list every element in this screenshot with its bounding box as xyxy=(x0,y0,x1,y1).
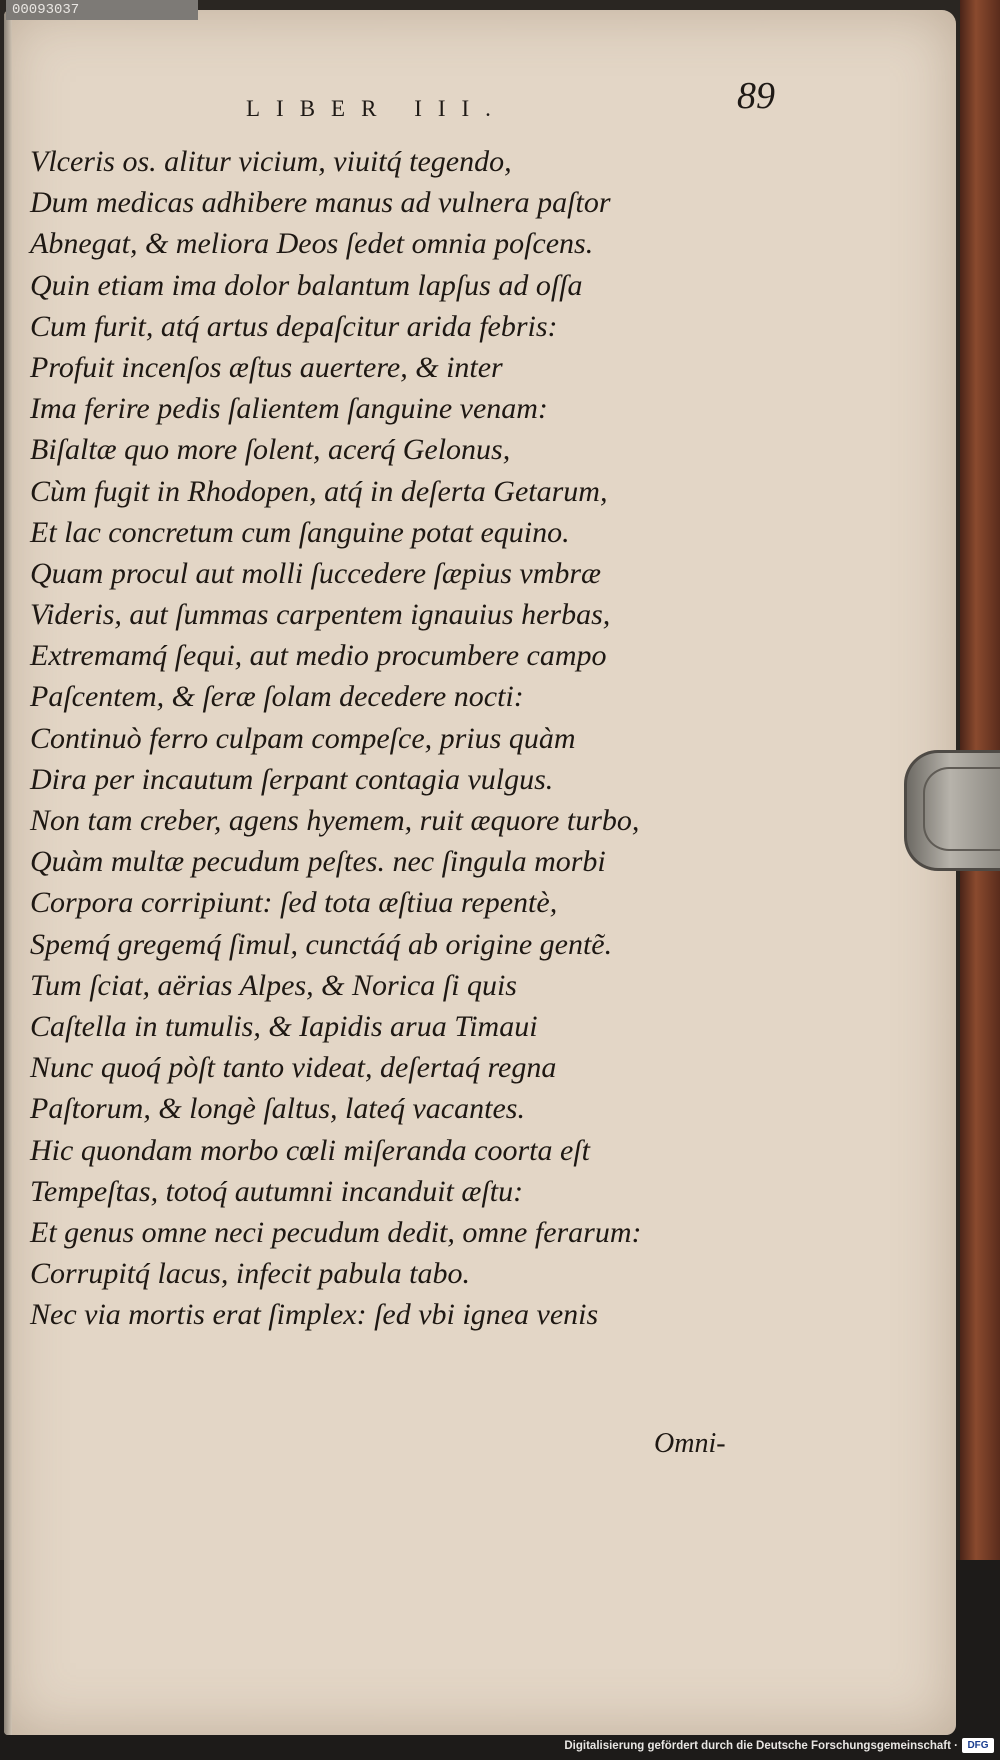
clasp-detail xyxy=(923,767,1000,851)
verse-line: Dira per incautum ſerpant contagia vulgus. xyxy=(30,762,554,796)
verse-line: Hic quondam morbo cœli miſeranda coorta eſt xyxy=(30,1133,590,1167)
verse-line: Cum furit, atq́ artus depaſcitur arida febris: xyxy=(30,309,558,343)
verse-line: Tempeſtas, totoq́ autumni incanduit æſtu: xyxy=(30,1174,524,1208)
verse-line: Et lac concretum cum ſanguine potat equino. xyxy=(30,515,570,549)
verse-line: Abnegat, & meliora Deos ſedet omnia poſcens. xyxy=(30,227,594,261)
verse-line: Paſtorum, & longè ſaltus, lateq́ vacantes. xyxy=(30,1092,525,1126)
verse-line: Nec via mortis erat ſimplex: ſed vbi ignea venis xyxy=(30,1298,599,1332)
book-clasp xyxy=(904,750,1000,871)
verse-line: Quàm multæ pecudum peſtes. nec ſingula morbi xyxy=(30,845,606,879)
dfg-logo: DFG xyxy=(962,1738,994,1753)
verse-line: Quin etiam ima dolor balantum lapſus ad oſſa xyxy=(30,268,583,302)
shelfmark-label: 00093037 xyxy=(6,0,198,20)
verse-line: Corpora corripiunt: ſed tota æſtiua repentè, xyxy=(30,886,558,920)
running-head: LIBER III. xyxy=(246,96,507,121)
verse-line: Caſtella in tumulis, & Iapidis arua Timaui xyxy=(30,1009,538,1043)
verse-line: Profuit incenſos æſtus auertere, & inter xyxy=(30,350,503,384)
verse-line: Nunc quoq́ pòſt tanto videat, deſertaq́ regna xyxy=(30,1051,557,1085)
verse-line: Biſaltæ quo more ſolent, acerq́ Gelonus, xyxy=(30,433,511,467)
page-number: 89 xyxy=(737,75,775,117)
verse-text xyxy=(30,141,780,1335)
catchword: Omni- xyxy=(654,1428,726,1459)
verse-line: Continuò ferro culpam compeſce, prius quàm xyxy=(30,721,576,755)
verse-line: Vlceris os. alitur vicium, viuitq́ tegendo, xyxy=(30,145,512,178)
verse-line: Videris, aut ſummas carpentem ignauius herbas, xyxy=(30,598,611,632)
verse-line: Tum ſciat, aërias Alpes, & Norica ſi quis xyxy=(30,968,517,1002)
book-page xyxy=(4,10,956,1735)
verse-line: Extremamq́ ſequi, aut medio procumbere campo xyxy=(30,639,607,673)
digitization-credit: Digitalisierung gefördert durch die Deutsche Forschungsgemeinschaft · xyxy=(564,1740,958,1752)
verse-line: Ima ferire pedis ſalientem ſanguine venam: xyxy=(30,392,548,426)
verse-line: Quam procul aut molli ſuccedere ſæpius vmbræ xyxy=(30,556,602,590)
verse-line: Paſcentem, & ſeræ ſolam decedere nocti: xyxy=(30,680,524,714)
verse-line: Spemq́ gregemq́ ſimul, cunctáq́ ab origine gentẽ. xyxy=(30,927,613,961)
verse-line: Dum medicas adhibere manus ad vulnera paſtor xyxy=(30,186,611,220)
verse-line: Cùm fugit in Rhodopen, atq́ in deſerta Getarum, xyxy=(30,474,608,508)
verse-line: Non tam creber, agens hyemem, ruit æquore turbo, xyxy=(30,804,640,837)
page-edge xyxy=(4,10,12,1735)
verse-line: Et genus omne neci pecudum dedit, omne ferarum: xyxy=(30,1215,642,1249)
verse-line: Corrupitq́ lacus, infecit pabula tabo. xyxy=(30,1257,470,1291)
